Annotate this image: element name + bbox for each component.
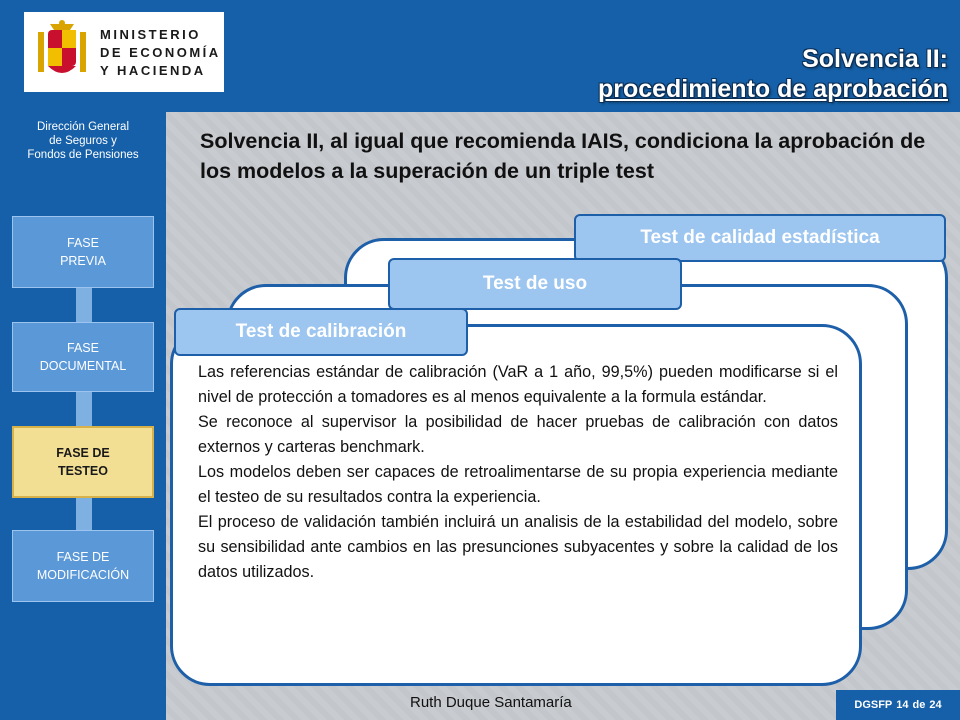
tab-use-test[interactable]: Test de uso (388, 258, 682, 310)
phase-modificacion[interactable] (12, 530, 154, 602)
ministry-name (100, 26, 221, 80)
tab-statistical-quality[interactable]: Test de calidad estadística (574, 214, 946, 262)
title-line-1: Solvencia II: (802, 45, 948, 73)
phase-documental[interactable] (12, 322, 154, 392)
phase-previa[interactable] (12, 216, 154, 288)
ministry-line: MINISTERIO (100, 27, 201, 42)
phase-label: DOCUMENTAL (39, 359, 127, 373)
phase-testeo[interactable] (12, 426, 154, 498)
ministry-line: DE ECONOMÍA (100, 45, 221, 60)
ministry-logo (24, 12, 224, 92)
coat-of-arms-icon (34, 20, 90, 84)
paragraph: El proceso de validación también incluirá un analisis de la estabilidad del modelo, sobre su sensibilidad ante cambios en las presunciones subyacentes y sobre la calidad de los datos utilizados. (198, 513, 838, 581)
directorate-name (0, 120, 166, 162)
header-band (0, 0, 960, 112)
page-number: 14 (896, 699, 909, 711)
phase-connector (76, 392, 92, 426)
paragraph: Se reconoce al supervisor la posibilidad de hacer pruebas de calibración con datos externos y carteras benchmark. (198, 413, 838, 456)
tab-calibration-test[interactable]: Test de calibración (174, 308, 468, 356)
author-name: Ruth Duque Santamaría (410, 694, 572, 711)
phase-label: FASE (67, 341, 99, 355)
ministry-line: Y HACIENDA (100, 63, 206, 78)
phase-label: TESTEO (57, 464, 108, 478)
directorate-line: de Seguros y (49, 135, 117, 147)
phase-connector (76, 288, 92, 324)
intro-text: Solvencia II, al igual que recomienda IAIS, condiciona la aprobación de los modelos a la superación de un triple test (200, 129, 926, 183)
phase-label: FASE DE (56, 446, 110, 460)
directorate-line: Fondos de Pensiones (27, 149, 139, 161)
slide-title (598, 44, 948, 104)
calibration-description (198, 360, 838, 585)
directorate-line: Dirección General (36, 121, 130, 133)
title-line-2: procedimiento de aprobación (597, 75, 948, 103)
paragraph: Los modelos deben ser capaces de retroalimentarse de su propia experiencia mediante el testeo de su resultados contra la experiencia. (198, 463, 838, 506)
footer-org: DGSFP (854, 699, 893, 711)
phase-label: FASE (67, 236, 99, 250)
sidebar (0, 112, 166, 720)
paragraph: Las referencias estándar de calibración (VaR a 1 año, 99,5%) pueden modificarse si el nivel de protección a tomadores es al menos equivalente a la formula estándar. (198, 363, 838, 406)
phase-connector (76, 496, 92, 532)
phase-label: FASE DE (56, 550, 110, 564)
page-of: de (912, 699, 926, 711)
page-indicator (836, 690, 960, 720)
phase-label: PREVIA (60, 254, 106, 268)
phase-label: MODIFICACIÓN (36, 568, 130, 582)
page-total: 24 (929, 699, 942, 711)
